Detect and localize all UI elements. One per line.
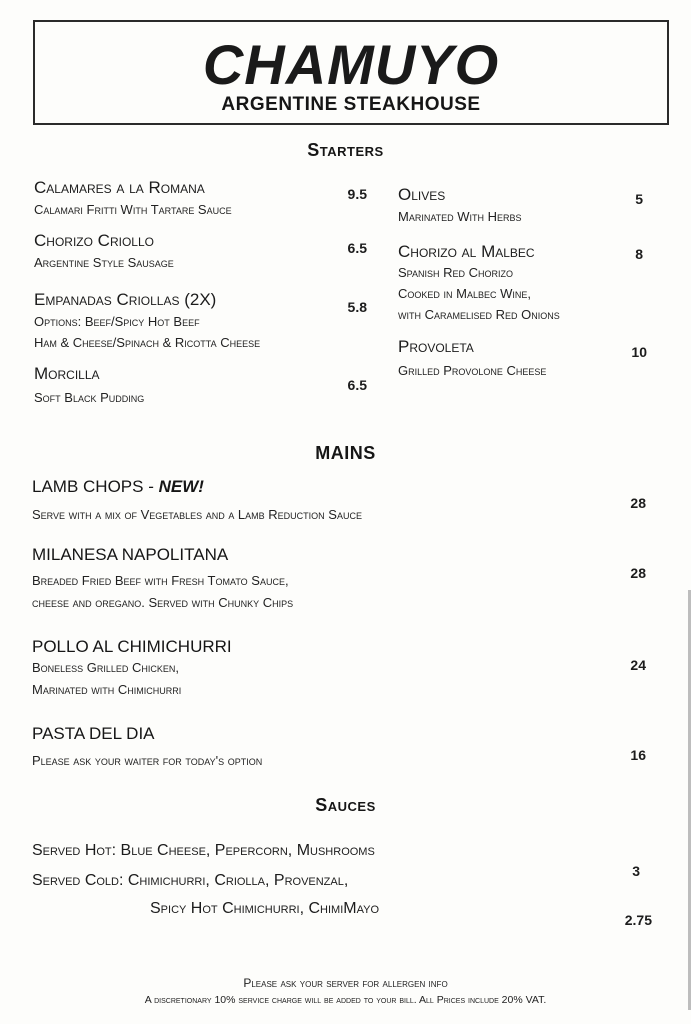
starter-name: Morcilla: [34, 364, 100, 383]
starter-price: 5.8: [347, 299, 367, 315]
new-badge: NEW!: [158, 477, 204, 496]
main-desc: cheese and oregano. Served with Chunky Chips: [32, 595, 294, 610]
starter-name: Provoleta: [398, 337, 474, 356]
starter-name: Chorizo al Malbec: [398, 242, 535, 261]
sauce-cold-price: 2.75: [624, 912, 652, 928]
sauce-cold-line: Spicy Hot Chimichurri, ChimiMayo: [150, 900, 380, 917]
starter-name: Calamares a la Romana: [34, 178, 205, 197]
starter-price: 6.5: [347, 377, 367, 393]
main-desc: Boneless Grilled Chicken,: [32, 660, 180, 675]
sauce-hot-line: Served Hot: Blue Cheese, Pepercorn, Mushrooms: [32, 842, 375, 859]
starter-desc: Cooked in Malbec Wine,: [398, 286, 531, 301]
starter-desc: Grilled Provolone Cheese: [398, 363, 547, 378]
main-desc: Please ask your waiter for today's option: [32, 753, 263, 768]
main-price: 16: [630, 747, 646, 763]
starter-price: 6.5: [347, 240, 367, 256]
starter-name: Empanadas Criollas (2X): [34, 290, 217, 309]
starter-price: 10: [631, 344, 647, 360]
sauce-cold-line: Served Cold: Chimichurri, Criolla, Provenzal,: [32, 872, 349, 889]
main-name-text: LAMB CHOPS -: [32, 477, 159, 496]
sauces-heading: Sauces: [315, 795, 376, 815]
starter-name: Chorizo Criollo: [34, 231, 154, 250]
starters-heading: Starters: [307, 140, 384, 160]
starter-price: 5: [635, 191, 643, 207]
main-name: [32, 477, 204, 497]
service-charge-note: A discretionary 10% service charge will be added to your bill. All Prices include 20% VAT.: [144, 994, 547, 1006]
main-price: 28: [630, 565, 646, 581]
starter-desc: with Caramelised Red Onions: [398, 307, 560, 322]
main-price: 28: [630, 495, 646, 511]
starter-price: 8: [635, 246, 643, 262]
main-name: POLLO AL CHIMICHURRI: [32, 637, 232, 656]
main-name: MILANESA NAPOLITANA: [32, 545, 229, 564]
main-desc: Serve with a mix of Vegetables and a Lamb Reduction Sauce: [32, 507, 362, 522]
restaurant-subtitle: ARGENTINE STEAKHOUSE: [221, 94, 481, 115]
main-name: PASTA DEL DIA: [32, 724, 155, 743]
main-desc: Marinated with Chimichurri: [32, 682, 182, 697]
starter-desc: Soft Black Pudding: [34, 390, 145, 405]
starter-price: 9.5: [347, 186, 367, 202]
restaurant-name: CHAMUYO: [202, 33, 500, 96]
starter-desc: Argentine Style Sausage: [34, 255, 174, 270]
sauce-hot-price: 3: [632, 863, 640, 879]
title-box: [33, 20, 669, 125]
main-desc: Breaded Fried Beef with Fresh Tomato Sauce,: [32, 573, 289, 588]
starter-name: Olives: [398, 185, 446, 204]
starter-desc: Spanish Red Chorizo: [398, 265, 514, 280]
starter-desc: Ham & Cheese/Spinach & Ricotta Cheese: [34, 335, 261, 350]
allergen-note: Please ask your server for allergen info: [243, 976, 448, 990]
main-price: 24: [630, 657, 646, 673]
starter-desc: Options: Beef/Spicy Hot Beef: [34, 314, 200, 329]
starter-desc: Calamari Fritti With Tartare Sauce: [34, 202, 232, 217]
starter-desc: Marinated With Herbs: [398, 209, 522, 224]
mains-heading: MAINS: [315, 443, 376, 463]
